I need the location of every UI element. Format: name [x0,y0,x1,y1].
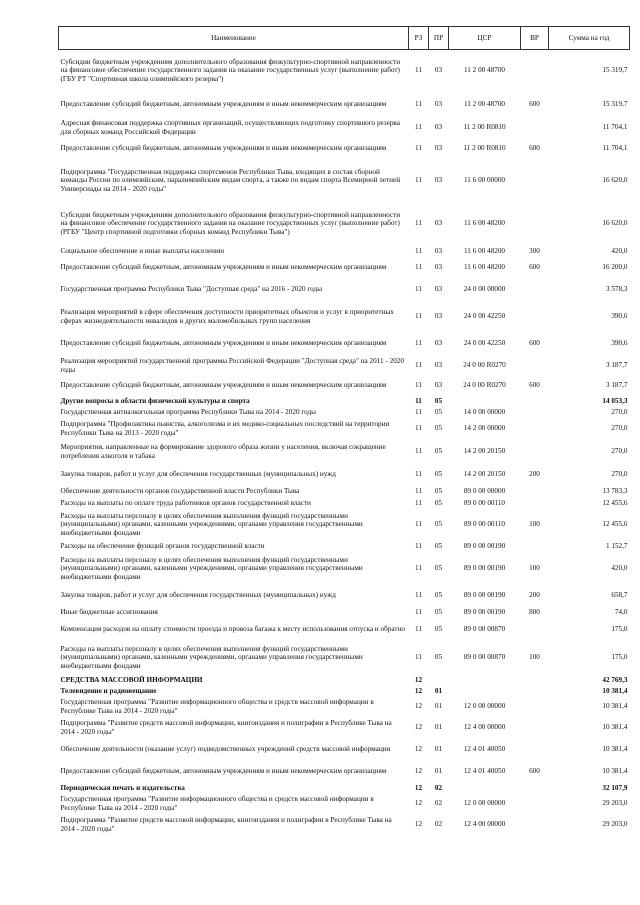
budget-table [58,26,630,836]
row-csr: 14 2 00 20150 [463,447,506,456]
row-pr: 05 [434,653,443,662]
row-sum: 10 381,4 [602,702,628,711]
row-sum: 15 319,7 [602,66,628,75]
row-pr: 03 [434,361,443,370]
row-name: Подпрограмма "Государственная поддержка спортсменов Республики Тыва, входящих в состав сборной команды России по олимпийским, паралимпийским видам спорта, а также по видам спорта Всемирной летней Универсиады на 2014 - 2020 годы" [60,167,401,193]
row-pr: 02 [434,820,443,829]
row-vr [521,619,549,641]
row-csr: 11 2 00 48700 [463,66,506,75]
row-vr [521,498,549,509]
row-sum: 74,0 [614,608,628,617]
row-sum: 10 381,4 [602,686,628,695]
row-pr: 05 [434,591,443,600]
row-vr: 600 [529,144,540,153]
row-vr [521,440,549,464]
row-sum: 14 053,3 [602,396,628,405]
row-rz: 11 [415,312,422,321]
table-row [59,761,630,783]
row-sum: 420,0 [611,247,628,256]
row-rz: 11 [415,447,422,456]
row-rz: 11 [415,487,422,496]
row-rz: 12 [414,799,423,808]
row-csr: 89 0 00 00870 [463,625,506,634]
row-vr [521,783,549,794]
row-pr: 05 [434,498,443,507]
row-csr: 12 4 01 40050 [463,767,506,776]
table-row [59,619,630,641]
table-row [59,541,630,553]
budget-document [58,26,629,836]
row-rz: 11 [415,564,422,573]
header-rz: РЗ [409,27,429,50]
row-vr: 600 [529,339,540,348]
row-pr: 03 [434,144,443,153]
table-row [59,160,630,202]
row-vr [521,407,549,418]
table-row [59,686,630,697]
row-name: Другие вопросы в области физической культуры и спорта [60,396,250,405]
table-row [59,717,630,739]
header-vr: ВР [521,27,549,50]
row-vr [521,278,549,302]
row-sum: 12 455,6 [602,498,628,507]
row-name: Государственная программа "Развитие информационного общества и средств массовой информации в Республике Тыва на 2014 - 2020 годы" [60,697,374,715]
row-rz: 11 [415,263,422,272]
row-csr: 14 2 00 00000 [463,424,506,433]
row-vr [521,302,549,332]
table-row [59,486,630,498]
row-rz: 11 [415,381,422,390]
row-rz: 11 [415,361,422,370]
row-name: Государственная программа "Развитие информационного общества и средств массовой информации в Республике Тыва на 2014 - 2020 годы" [60,794,374,812]
row-csr [449,675,521,686]
row-csr: 24 0 00 R0270 [463,381,506,390]
header-name: Наименование [59,27,409,50]
table-row [59,607,630,619]
row-sum: 175,0 [611,653,628,662]
row-pr: 03 [434,312,443,321]
row-vr: 100 [529,520,540,529]
row-vr [521,541,549,553]
header-sum: Сумма на год [549,27,630,50]
row-pr: 02 [434,783,443,792]
row-csr: 24 0 00 R0270 [463,361,506,370]
table-row [59,498,630,509]
row-sum: 12 455,6 [602,520,628,529]
row-name: Расходы на выплаты по оплате труда работников органов государственной власти [60,498,311,507]
row-sum: 390,6 [611,312,628,321]
row-csr: 89 0 00 00000 [463,487,506,496]
row-csr: 12 4 01 40050 [463,745,506,754]
row-rz: 12 [414,686,423,695]
table-row [59,278,630,302]
row-name: Государственная программа Республики Тыва "Доступная среда" на 2016 - 2020 годы [60,285,323,294]
table-row [59,302,630,332]
row-sum: 11 704,1 [602,123,628,132]
row-sum: 3 187,7 [605,361,628,370]
table-row [59,440,630,464]
row-sum: 16 620,0 [602,219,628,228]
row-pr: 05 [434,542,443,551]
row-name: Подпрограмма "Профилактика пьянства, алкоголизма и их медико-социальных последствий на территории Республики Тыва на 2013 - 2020 годы" [60,419,390,437]
row-rz: 11 [415,396,422,405]
row-sum: 270,0 [611,447,628,456]
row-name: Периодическая печать и издательства [60,783,185,792]
row-csr [449,783,521,794]
row-sum: 270,0 [611,424,628,433]
row-rz: 11 [415,100,422,109]
row-vr [521,118,549,138]
row-sum: 32 107,9 [602,783,628,792]
row-name: Подпрограмма "Развитие средств массовой информации, книгоиздания и полиграфии в Республике Тыва на 2014 - 2020 годы" [60,718,392,736]
row-pr: 05 [434,608,443,617]
row-sum: 16 200,0 [602,263,628,272]
row-name: СРЕДСТВА МАССОВОЙ ИНФОРМАЦИИ [60,675,203,684]
row-name: Расходы на выплаты персоналу в целях обеспечения выполнения функций государственными (муниципальными) органами, казенными учреждениями, органами управления государственными внебюджетными фондами [60,511,363,537]
table-row [59,418,630,440]
row-rz: 11 [415,591,422,600]
row-rz: 11 [415,247,422,256]
row-csr: 11 2 00 R0810 [463,144,506,153]
row-vr: 200 [529,591,540,600]
row-pr: 05 [434,487,443,496]
row-rz: 12 [414,702,423,711]
table-row [59,407,630,418]
row-pr: 05 [434,470,443,479]
row-rz: 11 [415,653,422,662]
row-name: Обеспечение деятельности (оказание услуг) подведомственных учреждений средств массовой информации [60,745,391,754]
header-pr: ПР [429,27,449,50]
row-vr [521,794,549,814]
table-row [59,258,630,278]
row-name: Обеспечение деятельности органов государственной власти Республики Тыва [60,487,300,496]
row-sum: 390,6 [611,339,628,348]
row-rz: 12 [414,820,423,829]
row-pr: 01 [434,686,443,695]
row-csr: 89 0 00 00190 [463,608,506,617]
row-sum: 3 578,3 [605,285,628,294]
table-row [59,118,630,138]
row-name: Компенсация расходов на оплату стоимости проезда и провоза багажа к месту использования отпуска и обратно [60,625,405,634]
table-row [59,376,630,396]
row-sum: 420,0 [611,564,628,573]
row-sum: 270,0 [611,470,628,479]
row-name: Расходы на выплаты персоналу в целях обеспечения выполнения функций государственными (муниципальными) органами, казенными учреждениями, органами управления государственными внебюджетными фондами [60,555,363,581]
row-vr: 100 [529,653,540,662]
row-rz: 11 [415,285,422,294]
row-rz: 11 [415,339,422,348]
row-rz: 12 [414,783,423,792]
table-row [59,783,630,794]
row-csr: 12 0 00 00000 [463,702,506,711]
row-sum: 29 203,0 [602,799,628,808]
row-rz: 11 [415,498,422,507]
row-csr: 24 0 00 42250 [463,339,506,348]
row-vr [521,675,549,686]
row-pr: 05 [434,424,443,433]
row-pr: 05 [434,564,443,573]
row-csr: 89 0 00 00190 [463,564,506,573]
row-vr: 600 [529,100,540,109]
row-csr: 89 0 00 00190 [463,591,506,600]
row-name: Закупка товаров, работ и услуг для обеспечения государственных (муниципальных) нужд [60,591,336,600]
row-sum: 11 704,1 [602,144,628,153]
row-name: Социальное обеспечение и иные выплаты населению [60,247,225,256]
row-pr [429,675,449,686]
row-csr: 89 0 00 00870 [463,653,506,662]
row-vr [521,202,549,246]
header-csr: ЦСР [449,27,521,50]
row-sum: 29 203,0 [602,820,628,829]
row-csr [449,396,521,407]
row-vr [521,697,549,717]
row-vr [521,717,549,739]
row-vr [521,486,549,498]
row-csr: 12 4 00 00000 [463,820,506,829]
row-vr: 300 [529,247,540,256]
table-row [59,553,630,585]
table-row [59,396,630,407]
table-row [59,675,630,686]
row-vr [521,686,549,697]
row-pr: 03 [434,263,443,272]
row-name: Подпрограмма "Развитие средств массовой информации, книгоиздания и полиграфии в Республике Тыва на 2014 - 2020 годы" [60,815,392,833]
row-name: Иные бюджетные ассигнования [60,608,158,617]
row-sum: 10 381,4 [602,723,628,732]
row-rz: 11 [415,470,422,479]
row-csr: 14 2 00 20150 [463,470,506,479]
row-csr: 11 2 00 R0810 [463,123,506,132]
row-name: Предоставление субсидий бюджетным, автономным учреждениям и иным некоммерческим организациям [60,381,387,390]
row-name: Предоставление субсидий бюджетным, автономным учреждениям и иным некоммерческим организациям [60,339,387,348]
table-row [59,585,630,607]
table-row [59,641,630,675]
table-row [59,138,630,160]
row-pr: 01 [434,767,443,776]
table-row [59,92,630,118]
row-pr: 03 [434,176,443,185]
row-pr: 05 [434,625,443,634]
row-sum: 175,0 [611,625,628,634]
row-vr [521,814,549,836]
row-csr [449,686,521,697]
row-csr: 24 0 00 00000 [463,285,506,294]
row-pr: 05 [434,447,443,456]
row-vr [521,160,549,202]
row-rz: 12 [414,745,423,754]
row-csr: 89 0 00 00190 [463,542,506,551]
row-pr: 05 [434,407,443,416]
row-sum: 270,0 [611,407,628,416]
row-sum: 15 319,7 [602,100,628,109]
table-row [59,50,630,92]
row-vr: 100 [529,564,540,573]
row-vr [521,356,549,376]
row-rz: 11 [415,66,422,75]
table-row [59,794,630,814]
row-pr: 03 [434,285,443,294]
row-name: Государственная антиалкогольная программа Республики Тыва на 2014 - 2020 годы [60,407,316,416]
table-row [59,464,630,486]
row-pr: 01 [434,745,443,754]
table-header-row [59,27,630,50]
row-csr: 11 6 00 48200 [463,247,506,256]
row-name: Предоставление субсидий бюджетным, автономным учреждениям и иным некоммерческим организациям [60,144,387,153]
row-pr: 02 [434,799,443,808]
row-vr: 800 [529,608,540,617]
row-pr: 05 [434,396,443,405]
row-pr: 03 [434,219,443,228]
row-name: Реализация мероприятий государственной программы Российской Федерации "Доступная среда" на 2011 - 2020 годы [60,356,404,374]
row-pr: 03 [434,339,443,348]
row-vr: 200 [529,470,540,479]
row-rz: 11 [415,542,422,551]
row-rz: 11 [415,424,422,433]
row-name: Субсидии бюджетным учреждениям дополнительного образования физкультурно-спортивной направленности на финансовое обеспечение государственного задания на оказание государственных услуг (выполнение работ) (РГБУ "Центр спортивной подготовки сборных команд Республики Тыва") [60,210,401,236]
row-vr [521,50,549,92]
table-row [59,509,630,541]
row-name: Предоставление субсидий бюджетным, автономным учреждениям и иным некоммерческим организациям [60,263,387,272]
table-row [59,202,630,246]
row-sum: 16 620,0 [602,176,628,185]
table-row [59,356,630,376]
row-csr: 11 2 00 48700 [463,100,506,109]
row-name: Субсидии бюджетным учреждениям дополнительного образования физкультурно-спортивной направленности на финансовое обеспечение государственного задания на оказание государственных услуг (выполнение работ) (ГБУ РТ "Спортивная школа олимпийского резерва") [60,57,401,84]
row-pr: 03 [434,381,443,390]
row-rz: 11 [415,608,422,617]
row-sum: 3 187,7 [605,381,628,390]
row-pr: 01 [434,702,443,711]
row-csr: 89 0 00 00110 [463,520,506,529]
row-pr: 01 [434,723,443,732]
row-rz: 11 [415,407,422,416]
row-name: Расходы на выплаты персоналу в целях обеспечения выполнения функций государственными (муниципальными) органами, казенными учреждениями, органами управления государственными внебюджетными фондами [60,644,363,670]
row-name: Реализация мероприятий в сфере обеспечения доступности приоритетных объектов и услуг в приоритетных сферах жизнедеятельности инвалидов и других маломобильных групп населения [60,307,394,325]
row-csr: 24 0 00 42250 [463,312,506,321]
row-sum: 42 769,3 [602,675,628,684]
row-rz: 11 [415,123,422,132]
row-csr: 11 6 00 48200 [463,263,506,272]
row-pr: 03 [434,66,443,75]
row-rz: 11 [415,144,422,153]
row-pr: 05 [434,520,443,529]
row-csr: 89 0 00 00110 [463,498,506,507]
row-rz: 12 [414,723,423,732]
row-name: Закупка товаров, работ и услуг для обеспечения государственных (муниципальных) нужд [60,470,336,479]
row-sum: 10 381,4 [602,767,628,776]
table-row [59,246,630,258]
row-sum: 10 381,4 [602,745,628,754]
row-sum: 13 783,3 [602,487,628,496]
table-body [59,50,630,836]
row-name: Мероприятия, направленные на формирование здорового образа жизни у населения, включая сокращение потребления алкоголя и табака [60,442,386,460]
table-row [59,814,630,836]
row-rz: 11 [415,176,422,185]
row-csr: 12 0 00 00000 [463,799,506,808]
row-csr: 12 4 00 00000 [463,723,506,732]
row-vr: 600 [529,767,540,776]
row-name: Расходы на обеспечение функций органов государственной власти [60,542,265,551]
row-rz: 12 [414,767,423,776]
row-csr: 14 0 00 00000 [463,407,506,416]
row-vr [521,396,549,407]
row-name: Предоставление субсидий бюджетным, автономным учреждениям и иным некоммерческим организациям [60,767,387,776]
row-rz: 11 [415,520,422,529]
row-vr: 600 [529,381,540,390]
row-rz: 11 [415,219,422,228]
row-csr: 11 6 00 48200 [463,219,506,228]
table-row [59,739,630,761]
row-rz: 12 [414,675,423,684]
row-vr [521,739,549,761]
row-name: Адресная финансовая поддержка спортивных организаций, осуществляющих подготовку спортивного резерва для сборных команд Российской Федерации [60,118,400,136]
table-row [59,332,630,356]
row-sum: 658,7 [611,591,628,600]
row-sum: 1 152,7 [605,542,628,551]
row-name: Предоставление субсидий бюджетным, автономным учреждениям и иным некоммерческим организациям [60,100,387,109]
row-vr: 600 [529,263,540,272]
row-pr: 03 [434,100,443,109]
row-name: Телевидение и радиовещание [60,686,157,695]
row-rz: 11 [415,625,422,634]
row-pr: 03 [434,247,443,256]
table-row [59,697,630,717]
row-csr: 11 6 00 00000 [463,176,506,185]
row-vr [521,418,549,440]
row-pr: 03 [434,123,443,132]
